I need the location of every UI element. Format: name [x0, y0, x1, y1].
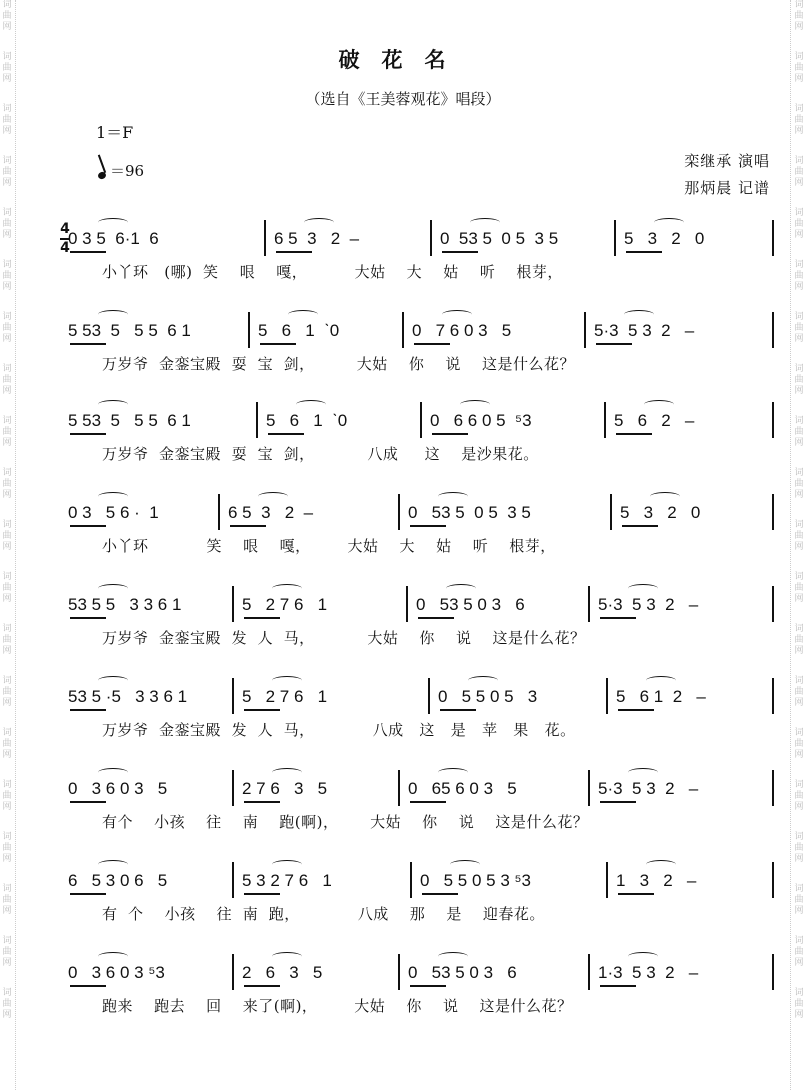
score-row	[58, 584, 774, 676]
beam-underline	[70, 893, 106, 895]
notes-line	[58, 584, 774, 624]
measure: 53 5 5 3 3 6 1	[68, 595, 182, 614]
beam-underline	[230, 525, 266, 527]
lyrics-line: 小丫环 (哪) 笑 哏 嘎， 大姑 大 姑 听 根芽，	[102, 263, 563, 281]
slur	[468, 676, 498, 685]
beam-underline	[432, 433, 468, 435]
beam-underline	[618, 893, 654, 895]
lyrics-line: 跑来 跑去 回 来了(啊)， 大姑 你 说 这是什么花？	[102, 997, 573, 1015]
slur	[272, 768, 302, 777]
measure: 2 7 6 3 5	[242, 779, 328, 798]
slur	[296, 400, 326, 409]
beam-underline	[616, 433, 652, 435]
song-title: 破花名	[338, 47, 468, 72]
score-row	[58, 676, 774, 768]
slur	[624, 310, 654, 319]
measure: 5 6 1 2 –	[616, 687, 706, 706]
beam-underline	[268, 433, 304, 435]
beam-underline	[600, 617, 636, 619]
barline	[588, 954, 590, 990]
measure: 0 5 5 0 5 3	[438, 687, 538, 706]
time-signature-bottom: 4	[60, 239, 70, 256]
measure: 5 6 1 ˋ0	[258, 321, 340, 340]
lyrics-line: 万岁爷 金銮宝殿 发 人 马， 八成 这 是 苹 果 花。	[102, 721, 576, 739]
lyrics-line: 小丫环 笑 哏 嘎， 大姑 大 姑 听 根芽，	[102, 537, 556, 555]
barline	[588, 770, 590, 806]
beam-underline	[626, 251, 662, 253]
measure: 0 53 5 0 5 3 5	[408, 503, 531, 522]
slur	[654, 218, 684, 227]
lyrics-line: 万岁爷 金銮宝殿 耍 宝 剑， 八成 这 是沙果花。	[102, 445, 539, 463]
lyrics-line: 万岁爷 金銮宝殿 发 人 马， 大姑 你 说 这是什么花？	[102, 629, 586, 647]
beam-underline	[596, 343, 632, 345]
barline	[606, 678, 608, 714]
beam-underline	[244, 617, 280, 619]
beam-underline	[410, 525, 446, 527]
song-subtitle: （选自《王美蓉观花》唱段）	[305, 90, 501, 108]
slur	[650, 492, 680, 501]
notes-line	[58, 676, 774, 716]
score-row	[58, 952, 774, 1044]
measure: 5 53 5 5 5 6 1	[68, 411, 191, 430]
barline	[264, 220, 266, 256]
slur	[272, 584, 302, 593]
notator-credit: 那炳晨 记谱	[684, 179, 770, 197]
slur	[258, 492, 288, 501]
measure: 53 5 ·5 3 3 6 1	[68, 687, 188, 706]
barline	[772, 862, 774, 898]
measure: 5 3 2 0	[624, 229, 705, 248]
barline	[232, 586, 234, 622]
barline	[248, 312, 250, 348]
measure: 5 2 7 6 1	[242, 687, 328, 706]
score-row	[58, 768, 774, 860]
barline	[604, 402, 606, 438]
barline	[772, 954, 774, 990]
measure: 5 6 2 –	[614, 411, 695, 430]
beam-underline	[70, 433, 106, 435]
barline	[430, 220, 432, 256]
score-row	[58, 492, 774, 584]
slur	[98, 218, 128, 227]
watermark-divider-left	[15, 0, 16, 1090]
measure: 0 53 5 0 3 6	[416, 595, 525, 614]
slur	[98, 860, 128, 869]
measure: 1 3 2 –	[616, 871, 697, 890]
beam-underline	[618, 709, 654, 711]
beam-underline	[422, 893, 458, 895]
lyrics-line: 万岁爷 金銮宝殿 耍 宝 剑， 大姑 你 说 这是什么花？	[102, 355, 576, 373]
measure: 2 6 3 5	[242, 963, 323, 982]
notes-line	[58, 860, 774, 900]
measure: 5·3 5 3 2 –	[594, 321, 695, 340]
beam-underline	[70, 525, 106, 527]
slur	[438, 952, 468, 961]
measure: 0 7 6 0 3 5	[412, 321, 512, 340]
barline	[406, 586, 408, 622]
measure: 6 5 3 2 –	[228, 503, 314, 522]
beam-underline	[442, 251, 478, 253]
tempo-marking	[98, 160, 144, 181]
barline	[256, 402, 258, 438]
slur	[470, 218, 500, 227]
slur	[446, 584, 476, 593]
barline	[398, 770, 400, 806]
measure: 0 53 5 0 3 6	[408, 963, 517, 982]
barline	[218, 494, 220, 530]
beam-underline	[414, 343, 450, 345]
measure: 5 2 7 6 1	[242, 595, 328, 614]
beam-underline	[70, 251, 106, 253]
quarter-note-icon	[97, 171, 107, 180]
beam-underline	[410, 801, 446, 803]
key-signature: 1＝F	[96, 123, 134, 142]
slur	[438, 492, 468, 501]
measure: 5 6 1 ˋ0	[266, 411, 348, 430]
slur	[272, 952, 302, 961]
lyrics-line: 有 个 小孩 往 南 跑， 八成 那 是 迎春花。	[102, 905, 545, 923]
slur	[628, 952, 658, 961]
watermark-strip-right: 词曲网 词曲网 词曲网 词曲网 词曲网 词曲网 词曲网 词曲网 词曲网 词曲网 词曲网 词曲网 词曲网 词曲网 词曲网 词曲网 词曲网 词曲网 词曲网 词曲网	[794, 0, 804, 1020]
watermark-strip-left: 词曲网 词曲网 词曲网 词曲网 词曲网 词曲网 词曲网 词曲网 词曲网 词曲网 词曲网 词曲网 词曲网 词曲网 词曲网 词曲网 词曲网 词曲网 词曲网 词曲网	[2, 0, 12, 1020]
score-row	[58, 860, 774, 952]
measure: 5·3 5 3 2 –	[598, 779, 699, 798]
slur	[98, 400, 128, 409]
score-row	[58, 310, 774, 402]
measure: 1·3 5 3 2 –	[598, 963, 699, 982]
slur	[460, 400, 490, 409]
slur	[288, 310, 318, 319]
barline	[232, 770, 234, 806]
barline	[232, 862, 234, 898]
score-row	[58, 400, 774, 492]
notes-line	[58, 400, 774, 440]
slur	[272, 676, 302, 685]
notes-line	[58, 768, 774, 808]
slur	[98, 768, 128, 777]
measure: 0 3 6 0 3 5	[68, 779, 168, 798]
time-signature-top: 4	[60, 221, 70, 237]
barline	[772, 312, 774, 348]
slur	[450, 860, 480, 869]
beam-underline	[600, 985, 636, 987]
lyrics-line: 有个 小孩 往 南 跑(啊)， 大姑 你 说 这是什么花？	[102, 813, 589, 831]
notes-line	[58, 492, 774, 532]
slur	[628, 768, 658, 777]
slur	[98, 676, 128, 685]
beam-underline	[70, 343, 106, 345]
score-row	[58, 218, 774, 310]
slur	[644, 400, 674, 409]
measure: 0 3 6 0 3 ⁵3	[68, 963, 165, 982]
barline	[772, 678, 774, 714]
beam-underline	[70, 801, 106, 803]
barline	[402, 312, 404, 348]
barline	[772, 770, 774, 806]
measure: 5 3 2 0	[620, 503, 701, 522]
measure: 5 3 2 7 6 1	[242, 871, 332, 890]
barline	[232, 954, 234, 990]
measure: 0 65 6 0 3 5	[408, 779, 517, 798]
barline	[398, 494, 400, 530]
beam-underline	[70, 709, 106, 711]
measure: 0 53 5 0 5 3 5	[440, 229, 559, 248]
slur	[98, 584, 128, 593]
measure: 0 3 5 6·1 6	[68, 229, 159, 248]
slur	[646, 860, 676, 869]
beam-underline	[440, 709, 476, 711]
barline	[232, 678, 234, 714]
barline	[398, 954, 400, 990]
beam-underline	[244, 709, 280, 711]
measure: 5·3 5 3 2 –	[598, 595, 699, 614]
beam-underline	[276, 251, 312, 253]
beam-underline	[600, 801, 636, 803]
barline	[428, 678, 430, 714]
notes-line	[58, 218, 774, 258]
barline	[420, 402, 422, 438]
notes-line	[58, 952, 774, 992]
barline	[588, 586, 590, 622]
watermark-divider-right	[790, 0, 791, 1090]
slur	[98, 310, 128, 319]
beam-underline	[622, 525, 658, 527]
slur	[442, 310, 472, 319]
measure: 6 5 3 0 6 5	[68, 871, 168, 890]
beam-underline	[410, 985, 446, 987]
beam-underline	[244, 985, 280, 987]
barline	[584, 312, 586, 348]
beam-underline	[70, 617, 106, 619]
measure: 6 5 3 2 –	[274, 229, 360, 248]
beam-underline	[70, 985, 106, 987]
slur	[646, 676, 676, 685]
barline	[772, 220, 774, 256]
slur	[98, 492, 128, 501]
measure: 0 3 5 6 · 1	[68, 503, 159, 522]
barline	[606, 862, 608, 898]
singer-credit: 栾继承 演唱	[684, 152, 770, 170]
beam-underline	[244, 893, 280, 895]
slur	[628, 584, 658, 593]
beam-underline	[260, 343, 296, 345]
slur	[98, 952, 128, 961]
tempo-value: ＝96	[110, 162, 145, 180]
beam-underline	[244, 801, 280, 803]
measure: 0 5 5 0 5 3 ⁵3	[420, 871, 532, 890]
barline	[610, 494, 612, 530]
barline	[772, 402, 774, 438]
beam-underline	[418, 617, 454, 619]
barline	[614, 220, 616, 256]
slur	[304, 218, 334, 227]
barline	[410, 862, 412, 898]
notes-line	[58, 310, 774, 350]
measure: 5 53 5 5 5 6 1	[68, 321, 191, 340]
barline	[772, 494, 774, 530]
slur	[272, 860, 302, 869]
barline	[772, 586, 774, 622]
measure: 0 6 6 0 5 ⁵3	[430, 411, 532, 430]
slur	[438, 768, 468, 777]
